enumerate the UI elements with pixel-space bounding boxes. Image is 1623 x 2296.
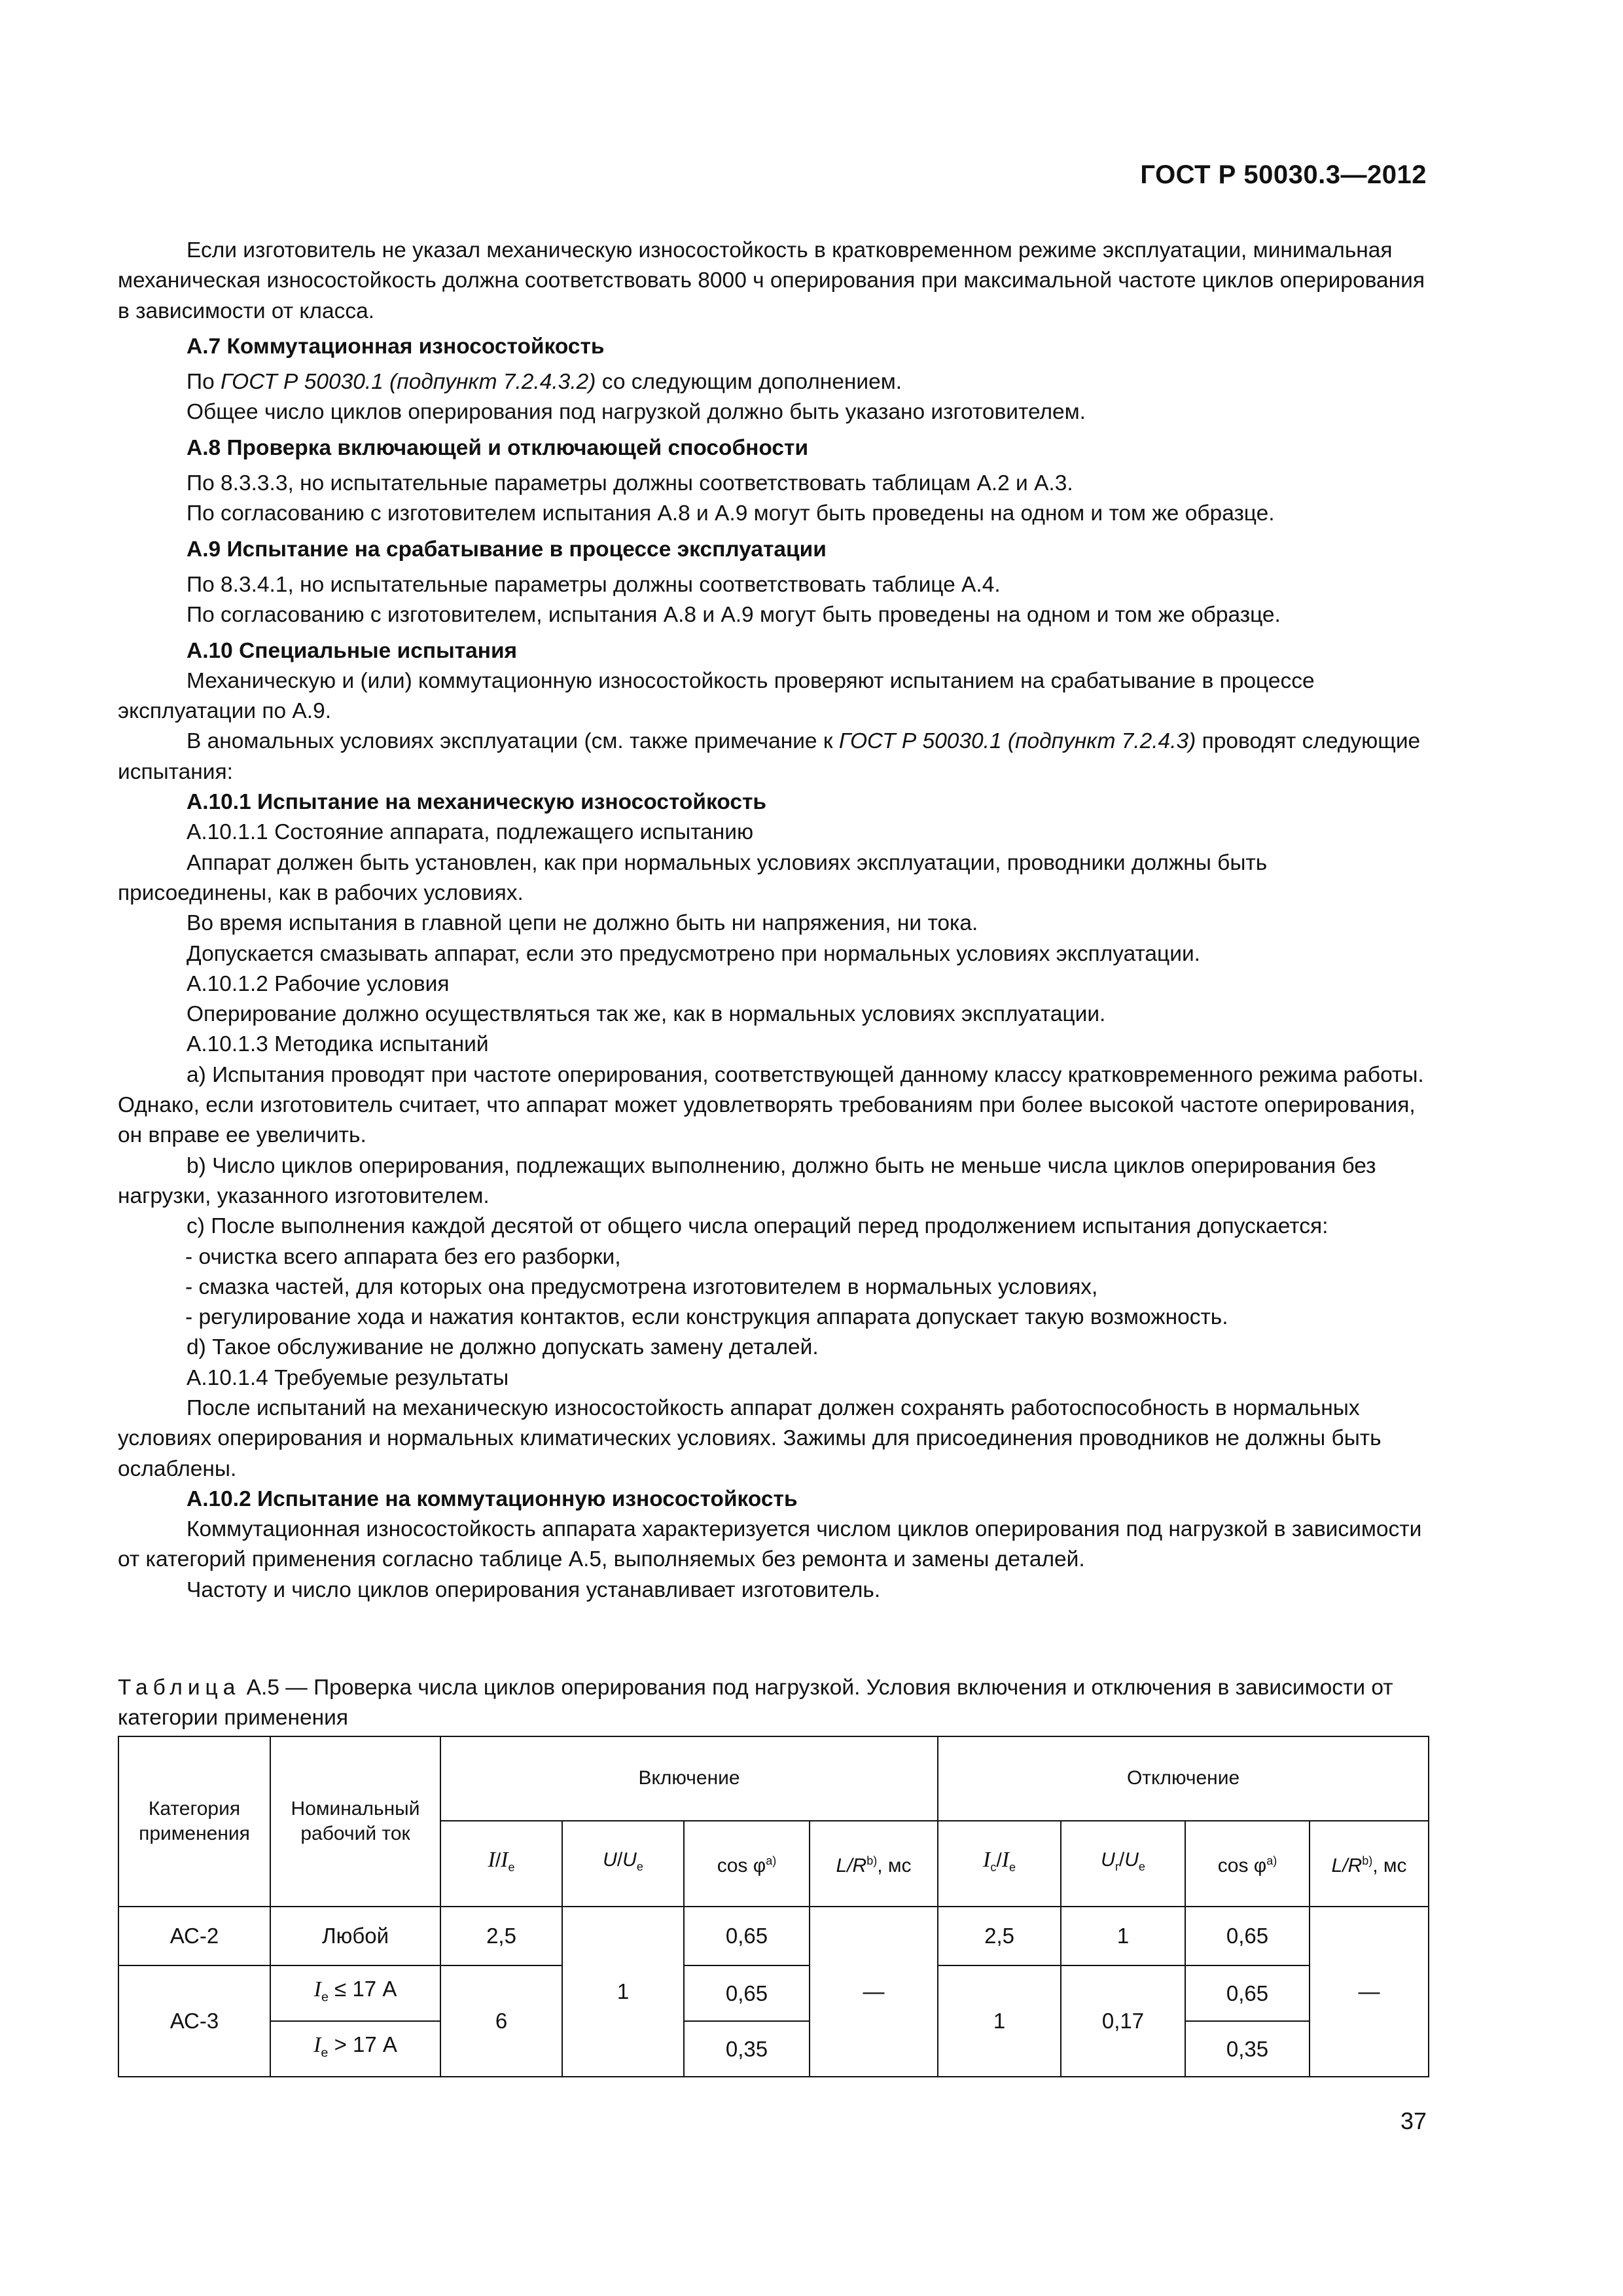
cell-category: АС-3 bbox=[118, 1965, 270, 2077]
cell-i-ie: 2,5 bbox=[440, 1907, 562, 1965]
header-l-r: $L/R^{b)}$, мс bbox=[1310, 1821, 1429, 1907]
list-item: - смазка частей, для которых она предусмотрена изготовителем в нормальных условиях, bbox=[185, 1274, 1098, 1299]
subsection-title: А.10.1.2 Рабочие условия bbox=[187, 971, 450, 996]
header-i-ie: $I/I_e$ bbox=[440, 1821, 562, 1907]
cell-ur-ue: 0,17 bbox=[1061, 1965, 1185, 2077]
header-category: Категория применения bbox=[118, 1736, 270, 1907]
cell-cos: 0,65 bbox=[684, 1907, 810, 1965]
standard-reference: ГОСТ Р 50030.1 (подпункт 7.2.4.3.2) bbox=[221, 370, 596, 395]
paragraph: Допускается смазывать аппарат, если это предусмотрено при нормальных условиях эксплуатации. bbox=[187, 941, 1200, 966]
cell-cos: 0,65 bbox=[1185, 1965, 1310, 2021]
paragraph: По 8.3.4.1, но испытательные параметры должны соответствовать таблице А.4. bbox=[187, 572, 1001, 597]
cell-i-ie: 6 bbox=[440, 1965, 562, 2077]
paragraph: После испытаний на механическую износостойкость аппарат должен сохранять работоспособность в нормальных условиях оперирования и нормальных климатических условиях. Зажимы для присоединения проводников не должны быть ослаблены. bbox=[118, 1395, 1382, 1481]
section-heading: А.8 Проверка включающей и отключающей способности bbox=[187, 435, 809, 460]
section-heading: А.10 Специальные испытания bbox=[187, 638, 518, 663]
table-caption-label: Таблица bbox=[118, 1676, 241, 1700]
table-caption-text: А.5 — Проверка числа циклов оперирования под нагрузкой. Условия включения и отключения в зависимости от категории применения bbox=[118, 1676, 1393, 1730]
paragraph: В аномальных условиях эксплуатации (см. также примечание к ГОСТ Р 50030.1 (подпункт 7.2.4.3) проводят следующие испытания: bbox=[118, 729, 1421, 784]
header-ic-ie: $I_c/I_e$ bbox=[938, 1821, 1061, 1907]
paragraph: По ГОСТ Р 50030.1 (подпункт 7.2.4.3.2) со следующим дополнением. bbox=[187, 370, 902, 395]
list-item: b) Число циклов оперирования, подлежащих выполнению, должно быть не меньше числа циклов оперирования без нагрузки, указанного изготовителем. bbox=[118, 1153, 1376, 1208]
subsection-title: А.10.1.3 Методика испытаний bbox=[187, 1032, 489, 1057]
section-heading: А.7 Коммутационная износостойкость bbox=[187, 334, 605, 359]
header-ur-ue: $U_r/U_e$ bbox=[1061, 1821, 1185, 1907]
section-heading: А.10.1 Испытание на механическую износостойкость bbox=[187, 790, 766, 815]
list-item: a) Испытания проводят при частоте оперирования, соответствующей данному классу кратковременного режима работы. Однако, если изготовитель считает, что аппарат может удовлетворять требованиям при более высокой частоте оперирования, он вправе ее увеличить. bbox=[118, 1062, 1424, 1148]
cell-u-ue: 1 bbox=[562, 1907, 684, 2077]
cell-current: $I_e > 17$ А bbox=[270, 2021, 440, 2077]
document-id: ГОСТ Р 50030.3—2012 bbox=[1140, 160, 1427, 189]
paragraph: По согласованию с изготовителем испытания А.8 и А.9 могут быть проведены на одном и том же образце. bbox=[187, 501, 1275, 526]
list-item: d) Такое обслуживание не должно допускать замену деталей. bbox=[187, 1335, 819, 1360]
cell-cos: 0,35 bbox=[1185, 2021, 1310, 2077]
paragraph: По согласованию с изготовителем, испытания А.8 и А.9 могут быть проведены на одном и том же образце. bbox=[187, 603, 1281, 628]
cell-cos: 0,35 bbox=[684, 2021, 810, 2077]
header-cos-phi: $\cos \varphi^{a)}$ bbox=[1185, 1821, 1310, 1907]
header-cos-phi: $\cos \varphi^{a)}$ bbox=[684, 1821, 810, 1907]
page-number: 37 bbox=[1400, 2108, 1427, 2134]
section-heading: А.10.2 Испытание на коммутационную износостойкость bbox=[187, 1486, 798, 1511]
header-make: Включение bbox=[440, 1736, 938, 1821]
section-heading: А.9 Испытание на срабатывание в процессе эксплуатации bbox=[187, 537, 827, 562]
table-caption bbox=[118, 1673, 1427, 1733]
cell-current: Любой bbox=[270, 1907, 440, 1965]
cell-ic-ie: 2,5 bbox=[938, 1907, 1061, 1965]
list-item: - регулирование хода и нажатия контактов, если конструкция аппарата допускает такую возможность. bbox=[185, 1305, 1228, 1330]
cell-ic-ie: 1 bbox=[938, 1965, 1061, 2077]
standard-reference: ГОСТ Р 50030.1 (подпункт 7.2.4.3) bbox=[838, 729, 1196, 754]
header-rated-current: Номинальный рабочий ток bbox=[270, 1736, 440, 1907]
paragraph: Во время испытания в главной цепи не должно быть ни напряжения, ни тока. bbox=[187, 911, 978, 936]
header-break: Отключение bbox=[938, 1736, 1429, 1821]
cell-current: $I_e \le 17$ А bbox=[270, 1965, 440, 2021]
body-text bbox=[118, 236, 1427, 1605]
paragraph: Механическую и (или) коммутационную износостойкость проверяют испытанием на срабатывание в процессе эксплуатации по А.9. bbox=[118, 668, 1315, 724]
test-conditions-table bbox=[118, 1736, 1429, 2077]
paragraph: Общее число циклов оперирования под нагрузкой должно быть указано изготовителем. bbox=[187, 400, 1086, 425]
paragraph: Если изготовитель не указал механическую износостойкость в кратковременном режиме эксплуатации, минимальная механическая износостойкость должна соответствовать 8000 ч оперирования при максимальной частоте циклов оперирования в зависимости от класса. bbox=[118, 238, 1425, 323]
paragraph: Частоту и число циклов оперирования устанавливает изготовитель. bbox=[187, 1577, 881, 1602]
paragraph: Аппарат должен быть установлен, как при нормальных условиях эксплуатации, проводники должны быть присоединены, как в рабочих условиях. bbox=[118, 850, 1268, 905]
subsection-title: А.10.1.1 Состояние аппарата, подлежащего испытанию bbox=[187, 820, 754, 845]
list-item: c) После выполнения каждой десятой от общего числа операций перед продолжением испытания допускается: bbox=[187, 1214, 1329, 1239]
header-l-r: $L/R^{b)}$, мс bbox=[810, 1821, 938, 1907]
cell-cos: 0,65 bbox=[1185, 1907, 1310, 1965]
cell-l-r: — bbox=[810, 1907, 938, 2077]
subsection-title: А.10.1.4 Требуемые результаты bbox=[187, 1365, 509, 1390]
cell-ur-ue: 1 bbox=[1061, 1907, 1185, 1965]
paragraph: По 8.3.3.3, но испытательные параметры должны соответствовать таблицам А.2 и А.3. bbox=[187, 471, 1073, 496]
cell-cos: 0,65 bbox=[684, 1965, 810, 2021]
paragraph: Оперирование должно осуществляться так же, как в нормальных условиях эксплуатации. bbox=[187, 1002, 1106, 1027]
cell-category: АС-2 bbox=[118, 1907, 270, 1965]
cell-l-r: — bbox=[1310, 1907, 1429, 2077]
paragraph: Коммутационная износостойкость аппарата характеризуется числом циклов оперирования под нагрузкой в зависимости от категорий применения согласно таблице А.5, выполняемых без ремонта и замены деталей. bbox=[118, 1517, 1422, 1572]
header-u-ue: $U/U_e$ bbox=[562, 1821, 684, 1907]
list-item: - очистка всего аппарата без его разборки, bbox=[185, 1244, 621, 1269]
